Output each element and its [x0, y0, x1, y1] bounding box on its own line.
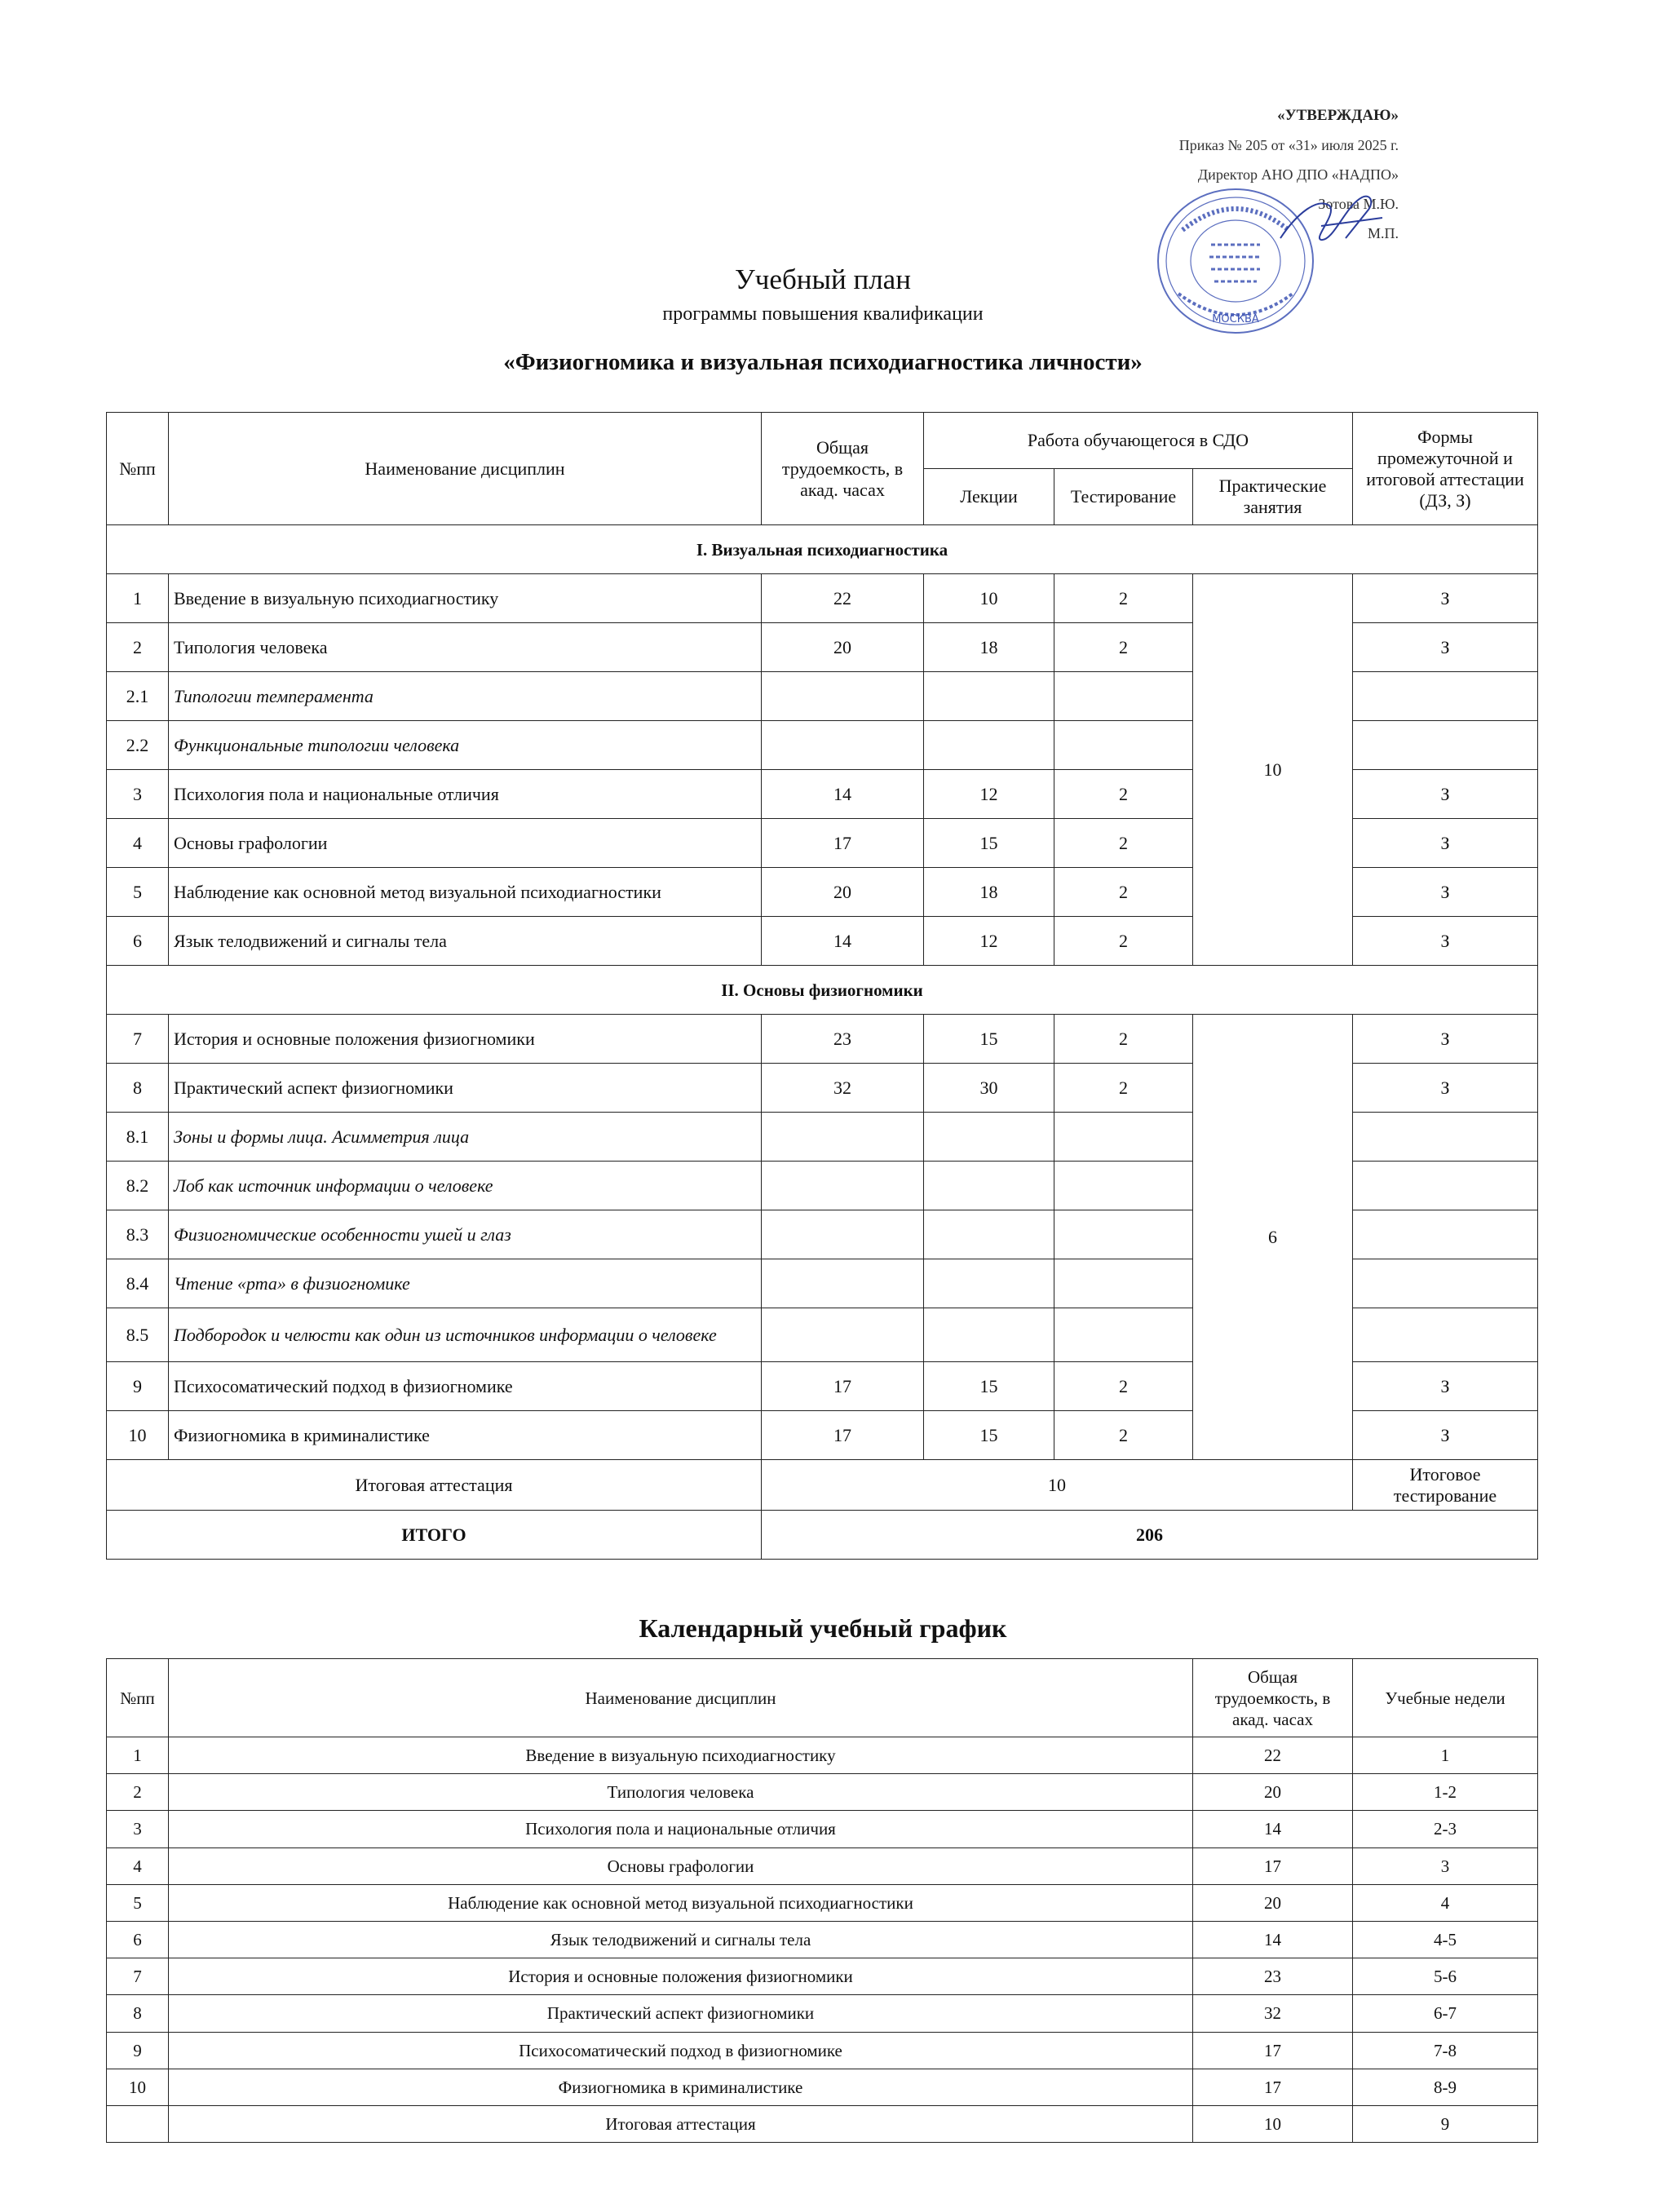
total-hours: 14 [1193, 1811, 1353, 1847]
row-number: 6 [107, 1921, 169, 1958]
approval-position: Директор АНО ДПО «НАДПО» [1197, 166, 1399, 183]
testing-hours [1054, 721, 1193, 770]
discipline-name: Наблюдение как основной метод визуальной психодиагностики [169, 868, 762, 917]
lecture-hours: 15 [924, 819, 1054, 868]
section-visual-psychodiagnostics [107, 525, 1538, 574]
practice-hours: 6 [1193, 1015, 1353, 1460]
total-hours: 17 [762, 819, 924, 868]
col-total-header: Общая трудоемкость, в акад. часах [762, 413, 924, 525]
page-subtitle: программы повышения квалификации [662, 303, 984, 325]
lecture-hours: 30 [924, 1064, 1054, 1113]
row-number [107, 2105, 169, 2142]
total-hours: 32 [762, 1064, 924, 1113]
calendar-title: Календарный учебный график [639, 1613, 1007, 1643]
discipline-name: Функциональные типологии человека [169, 721, 762, 770]
total-hours: 20 [762, 868, 924, 917]
lecture-hours: 15 [924, 1362, 1054, 1411]
study-weeks: 3 [1353, 1847, 1538, 1884]
discipline-name: Зоны и формы лица. Асимметрия лица [169, 1113, 762, 1162]
testing-hours: 2 [1054, 574, 1193, 623]
total-hours [762, 721, 924, 770]
total-hours: 20 [1193, 1774, 1353, 1811]
section-visual-psychodiagnostics-title: I. Визуальная психодиагностика [107, 525, 1538, 574]
study-weeks: 7-8 [1353, 2032, 1538, 2069]
row-number: 9 [107, 1362, 169, 1411]
testing-hours [1054, 1113, 1193, 1162]
total-hours: 14 [1193, 1921, 1353, 1958]
row-number: 8.2 [107, 1162, 169, 1210]
cal-col-name-header: Наименование дисциплин [169, 1659, 1193, 1737]
calendar-row [107, 1995, 1538, 2032]
approval-order: Приказ № 205 от «31» июля 2025 г. [1178, 137, 1399, 153]
attestation-form [1353, 1210, 1538, 1259]
discipline-name: Основы графологии [169, 1847, 1193, 1884]
discipline-name: Типологии темперамента [169, 672, 762, 721]
row-number: 8.4 [107, 1259, 169, 1308]
attestation-form: З [1353, 1411, 1538, 1460]
col-practice-header: Практические занятия [1193, 469, 1353, 525]
testing-hours: 2 [1054, 1411, 1193, 1460]
row-number: 6 [107, 917, 169, 966]
testing-hours [1054, 1308, 1193, 1362]
discipline-name: История и основные положения физиогномики [169, 1015, 762, 1064]
total-hours: 17 [1193, 2069, 1353, 2105]
row-number: 8.1 [107, 1113, 169, 1162]
attestation-form: З [1353, 574, 1538, 623]
total-hours [762, 672, 924, 721]
testing-hours [1054, 1210, 1193, 1259]
discipline-name: Психосоматический подход в физиогномике [169, 2032, 1193, 2069]
discipline-name: История и основные положения физиогномики [169, 1958, 1193, 1995]
curriculum-table [106, 412, 1538, 1560]
col-forms-header: Формы промежуточной и итоговой аттестации (ДЗ, З) [1353, 413, 1538, 525]
discipline-name: Физиогномика в криминалистике [169, 1411, 762, 1460]
lecture-hours [924, 1162, 1054, 1210]
row-number: 10 [107, 2069, 169, 2105]
testing-hours: 2 [1054, 868, 1193, 917]
testing-hours: 2 [1054, 623, 1193, 672]
total-hours: 22 [1193, 1737, 1353, 1774]
practice-hours: 10 [1193, 574, 1353, 966]
attestation-form: З [1353, 1015, 1538, 1064]
testing-hours [1054, 672, 1193, 721]
discipline-name: Введение в визуальную психодиагностику [169, 574, 762, 623]
row-number: 3 [107, 770, 169, 819]
discipline-name: Типология человека [169, 623, 762, 672]
lecture-hours [924, 1308, 1054, 1362]
discipline-name: Язык телодвижений и сигналы тела [169, 917, 762, 966]
approval-heading: «УТВЕРЖДАЮ» [1277, 107, 1399, 124]
testing-hours: 2 [1054, 917, 1193, 966]
discipline-name: Язык телодвижений и сигналы тела [169, 1921, 1193, 1958]
row-number: 7 [107, 1958, 169, 1995]
calendar-row [107, 1921, 1538, 1958]
discipline-name: Введение в визуальную психодиагностику [169, 1737, 1193, 1774]
lecture-hours: 12 [924, 770, 1054, 819]
row-number: 5 [107, 868, 169, 917]
calendar-row [107, 1774, 1538, 1811]
lecture-hours: 18 [924, 868, 1054, 917]
table-row [107, 1015, 1538, 1064]
lecture-hours [924, 1113, 1054, 1162]
attestation-form [1353, 1162, 1538, 1210]
total-hours: 17 [1193, 2032, 1353, 2069]
approval-seal-mark: М.П. [1367, 225, 1399, 241]
discipline-name: Основы графологии [169, 819, 762, 868]
row-number: 8 [107, 1995, 169, 2032]
program-title: «Физиогномика и визуальная психодиагностика личности» [503, 349, 1143, 375]
total-label: ИТОГО [107, 1511, 762, 1560]
attestation-form [1353, 1259, 1538, 1308]
total-hours-value: 206 [762, 1511, 1538, 1560]
attestation-form: З [1353, 917, 1538, 966]
row-number: 2.1 [107, 672, 169, 721]
row-number: 2 [107, 623, 169, 672]
total-hours: 17 [1193, 1847, 1353, 1884]
col-testing-header: Тестирование [1054, 469, 1193, 525]
row-number: 2.2 [107, 721, 169, 770]
study-weeks: 6-7 [1353, 1995, 1538, 2032]
study-weeks: 8-9 [1353, 2069, 1538, 2105]
lecture-hours: 15 [924, 1411, 1054, 1460]
total-hours: 14 [762, 917, 924, 966]
testing-hours: 2 [1054, 819, 1193, 868]
row-number: 9 [107, 2032, 169, 2069]
total-hours [762, 1259, 924, 1308]
lecture-hours [924, 721, 1054, 770]
total-hours [762, 1308, 924, 1362]
attestation-form: З [1353, 623, 1538, 672]
calendar-table [106, 1658, 1538, 2143]
discipline-name: Подбородок и челюсти как один из источников информации о человеке [169, 1308, 762, 1362]
discipline-name: Физиогномика в криминалистике [169, 2069, 1193, 2105]
testing-hours [1054, 1259, 1193, 1308]
lecture-hours [924, 1210, 1054, 1259]
row-number: 1 [107, 1737, 169, 1774]
total-hours [762, 1210, 924, 1259]
discipline-name: Психология пола и национальные отличия [169, 1811, 1193, 1847]
row-number: 8.5 [107, 1308, 169, 1362]
total-hours: 23 [762, 1015, 924, 1064]
calendar-row [107, 1958, 1538, 1995]
total-hours: 20 [762, 623, 924, 672]
lecture-hours: 18 [924, 623, 1054, 672]
final-attestation-hours: 10 [762, 1460, 1353, 1511]
testing-hours: 2 [1054, 1064, 1193, 1113]
section-physiognomy-basics-title: II. Основы физиогномики [107, 966, 1538, 1015]
discipline-name: Практический аспект физиогномики [169, 1064, 762, 1113]
cal-col-num-header: №пп [107, 1659, 169, 1737]
attestation-form: З [1353, 868, 1538, 917]
total-hours: 14 [762, 770, 924, 819]
attestation-form [1353, 721, 1538, 770]
total-hours [762, 1162, 924, 1210]
testing-hours: 2 [1054, 1362, 1193, 1411]
discipline-name: Итоговая аттестация [169, 2105, 1193, 2142]
discipline-name: Чтение «рта» в физиогномике [169, 1259, 762, 1308]
row-number: 8.3 [107, 1210, 169, 1259]
col-num-header: №пп [107, 413, 169, 525]
lecture-hours: 12 [924, 917, 1054, 966]
page-title: Учебный план [735, 263, 911, 295]
total-hours: 22 [762, 574, 924, 623]
row-number: 10 [107, 1411, 169, 1460]
col-name-header: Наименование дисциплин [169, 413, 762, 525]
cal-col-weeks-header: Учебные недели [1353, 1659, 1538, 1737]
discipline-name: Психосоматический подход в физиогномике [169, 1362, 762, 1411]
calendar-row [107, 1811, 1538, 1847]
study-weeks: 5-6 [1353, 1958, 1538, 1995]
study-weeks: 1 [1353, 1737, 1538, 1774]
study-weeks: 9 [1353, 2105, 1538, 2142]
study-weeks: 4-5 [1353, 1921, 1538, 1958]
lecture-hours [924, 1259, 1054, 1308]
discipline-name: Практический аспект физиогномики [169, 1995, 1193, 2032]
total-hours: 17 [762, 1411, 924, 1460]
testing-hours [1054, 1162, 1193, 1210]
study-weeks: 4 [1353, 1884, 1538, 1921]
attestation-form [1353, 1308, 1538, 1362]
discipline-name: Типология человека [169, 1774, 1193, 1811]
row-number: 2 [107, 1774, 169, 1811]
lecture-hours [924, 672, 1054, 721]
attestation-form: З [1353, 1064, 1538, 1113]
total-row [107, 1511, 1538, 1560]
row-number: 3 [107, 1811, 169, 1847]
calendar-row [107, 1737, 1538, 1774]
approval-name: Зотова М.Ю. [1318, 196, 1399, 212]
discipline-name: Психология пола и национальные отличия [169, 770, 762, 819]
lecture-hours: 15 [924, 1015, 1054, 1064]
total-hours: 17 [762, 1362, 924, 1411]
stamp-city: МОСКВА [1212, 313, 1259, 325]
table-row [107, 574, 1538, 623]
signature [1272, 181, 1386, 254]
row-number: 1 [107, 574, 169, 623]
attestation-form: З [1353, 770, 1538, 819]
total-hours: 10 [1193, 2105, 1353, 2142]
calendar-row [107, 1884, 1538, 1921]
row-number: 4 [107, 1847, 169, 1884]
final-attestation-form: Итоговое тестирование [1353, 1460, 1538, 1511]
total-hours: 32 [1193, 1995, 1353, 2032]
row-number: 7 [107, 1015, 169, 1064]
attestation-form: З [1353, 1362, 1538, 1411]
section-physiognomy-basics [107, 966, 1538, 1015]
discipline-name: Физиогномические особенности ушей и глаз [169, 1210, 762, 1259]
total-hours: 20 [1193, 1884, 1353, 1921]
discipline-name: Наблюдение как основной метод визуальной психодиагностики [169, 1884, 1193, 1921]
calendar-row [107, 2105, 1538, 2142]
col-work-header: Работа обучающегося в СДО [924, 413, 1353, 469]
total-hours: 23 [1193, 1958, 1353, 1995]
calendar-row [107, 2032, 1538, 2069]
calendar-row [107, 1847, 1538, 1884]
total-hours [762, 1113, 924, 1162]
calendar-row [107, 2069, 1538, 2105]
row-number: 5 [107, 1884, 169, 1921]
testing-hours: 2 [1054, 770, 1193, 819]
attestation-form: З [1353, 819, 1538, 868]
final-attestation-row [107, 1460, 1538, 1511]
testing-hours: 2 [1054, 1015, 1193, 1064]
row-number: 8 [107, 1064, 169, 1113]
attestation-form [1353, 1113, 1538, 1162]
attestation-form [1353, 672, 1538, 721]
study-weeks: 1-2 [1353, 1774, 1538, 1811]
lecture-hours: 10 [924, 574, 1054, 623]
cal-col-total-header: Общая трудоемкость, в акад. часах [1193, 1659, 1353, 1737]
row-number: 4 [107, 819, 169, 868]
final-attestation-label: Итоговая аттестация [107, 1460, 762, 1511]
discipline-name: Лоб как источник информации о человеке [169, 1162, 762, 1210]
col-lectures-header: Лекции [924, 469, 1054, 525]
study-weeks: 2-3 [1353, 1811, 1538, 1847]
